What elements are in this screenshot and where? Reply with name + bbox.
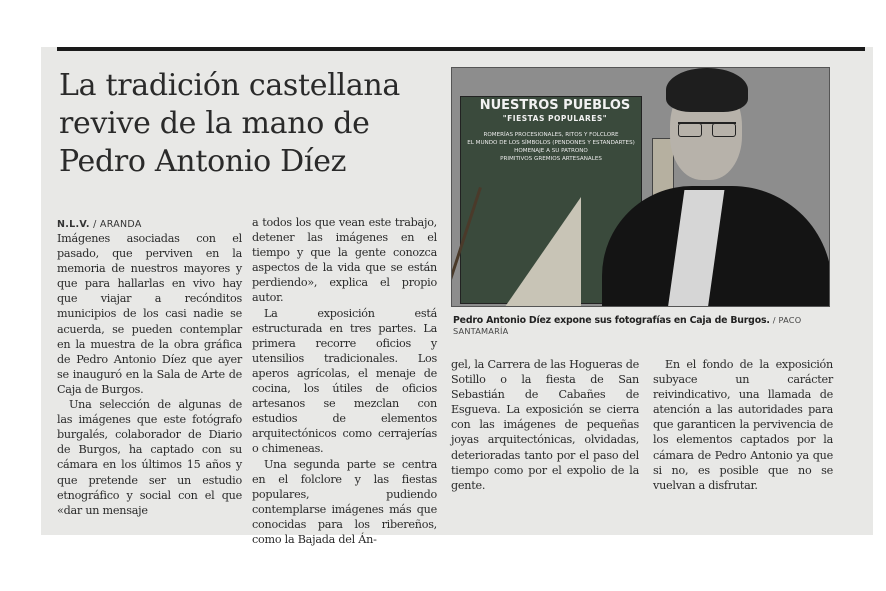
poster-title: NUESTROS PUEBLOS	[479, 98, 631, 113]
poster-line: EL MUNDO DE LOS SÍMBOLOS (PENDONES Y ESTANDARTES)	[467, 140, 635, 146]
paragraph: Una segunda parte se centra en el folclore y las fiestas populares, pudiendo contemplarse imágenes más que conocidas para los ribereños, como la Bajada del Án-	[252, 457, 437, 546]
paragraph: gel, la Carrera de las Hogueras de Sotillo o la fiesta de San Sebastián de Cabañes de Esgueva. La exposición se cierra con las imágenes de pequeñas joyas arquitectónicas, olvidadas, deterioradas tanto por el paso del tiempo como por el expolio de la gente.	[451, 358, 639, 492]
paragraph: Una selección de algunas de las imágenes que este fotógrafo burgalés, colaborador de Diario de Burgos, ha captado con su cámara en los últimos 15 años y que pretende ser un estudio etnográfico y social con el que «dar un mensaje	[57, 398, 242, 517]
paragraph: Imágenes asociadas con el pasado, que perviven en la memoria de nuestros mayores y que para hallarlas en vivo hay que viajar a recónditos municipios de los casi nadie se acuerda, se pueden contemplar en la muestra de la obra gráfica de Pedro Antonio Díez que ayer se inauguró en la Sala de Arte de Caja de Burgos.	[57, 232, 242, 396]
poster-line: HOMENAJE A SU PATRONO	[514, 148, 588, 154]
banner-pole	[451, 187, 482, 307]
byline	[57, 219, 142, 230]
poster-line: PRIMITIVOS GREMIOS ARTESANALES	[500, 156, 602, 162]
column-2	[252, 215, 437, 547]
poster-subtitle: "FIESTAS POPULARES"	[502, 114, 608, 123]
paragraph: a todos los que vean este trabajo, detener las imágenes en el tiempo y que la gente conozca aspectos de la vida que se están perdiendo», explica el propio autor.	[252, 216, 437, 305]
poster-text	[465, 131, 637, 163]
newspaper-clipping	[41, 47, 873, 546]
photo-credit: / PACO SANTAMARÍA	[453, 315, 802, 336]
caption-text: Pedro Antonio Díez expone sus fotografías en Caja de Burgos.	[453, 315, 770, 326]
byline-location: / ARANDA	[93, 219, 142, 230]
headline: La tradición castellana revive de la mano de Pedro Antonio Díez	[59, 68, 401, 179]
column-3	[451, 357, 639, 493]
paragraph: En el fondo de la exposición subyace un carácter reivindicativo, una llamada de atención a las autoridades para que garanticen la pervivencia de los elementos captados por la cámara de Pedro Antonio ya que si no, es posible que no se vuelvan a disfrutar.	[653, 358, 833, 492]
column-1	[57, 231, 242, 518]
poster-line: ROMERÍAS PROCESIONALES, RITOS Y FOLCLORE	[483, 132, 619, 138]
paragraph: La exposición está estructurada en tres partes. La primera recorre oficios y utensilios tradicionales. Los aperos agrícolas, el menaje de cocina, los útiles de oficios artesanos se mezclan con estudios de elementos arquitectónicos como cerrajerías o chimeneas.	[252, 306, 437, 456]
byline-author: N.L.V.	[57, 219, 90, 230]
top-rule	[57, 47, 865, 51]
person-hair	[666, 68, 748, 112]
photo-caption	[453, 315, 843, 337]
column-4	[653, 357, 833, 493]
glasses-icon	[678, 122, 736, 138]
article-photo	[451, 67, 830, 307]
banner-flag	[491, 197, 581, 307]
